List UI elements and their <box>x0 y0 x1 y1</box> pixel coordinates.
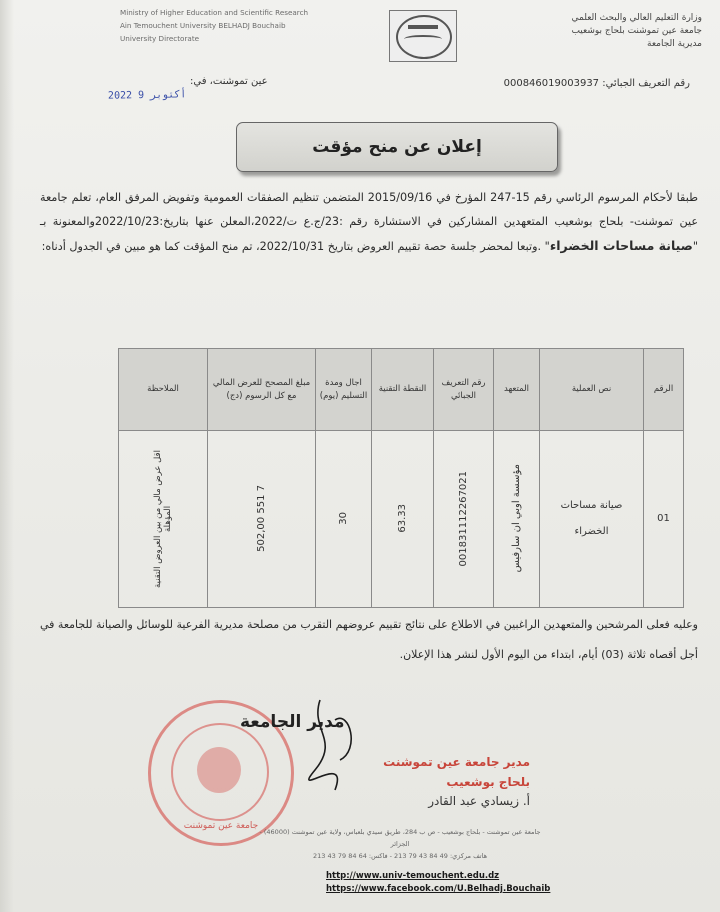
table-col-delivery <box>315 349 371 607</box>
table-header: نص العملية <box>540 349 643 431</box>
announcement-title: إعلان عن منح مؤقت <box>236 122 558 172</box>
table-cell: 01 <box>657 513 670 524</box>
announcement-paragraph <box>40 186 698 259</box>
table-col-remark <box>119 349 207 607</box>
header-english-line: Ain Temouchent University BELHADJ Bouchaib <box>120 21 286 30</box>
table-col-number <box>643 349 683 607</box>
signature-red-line: مدير جامعة عين تموشنت <box>383 755 530 769</box>
header-english <box>120 6 350 45</box>
table-col-amount <box>207 349 315 607</box>
table-cell: صيانة مساحات الخضراء <box>560 499 623 537</box>
university-logo <box>389 10 457 62</box>
table-header: رقم التعريف الجبائي <box>434 349 493 431</box>
table-header: النقطة التقنية <box>372 349 433 431</box>
header-arabic-line: جامعة عين تموشنت بلحاج بوشعيب <box>571 26 702 36</box>
header-arabic-line: مديرية الجامعة <box>647 39 702 49</box>
table-cell: 30 <box>338 512 349 525</box>
footer-phones: هاتف مركزي: 49 84 43 79 213 - فاكس: 64 84 79 43 213 <box>312 852 488 860</box>
director-name: أ. زيسادي عبد القادر <box>428 794 530 808</box>
table-col-operation <box>539 349 643 607</box>
table-cell: 00183111226​7021 <box>458 470 469 567</box>
place-date: عين تموشنت، في: <box>190 76 268 87</box>
table-cell: 7 551 502,00 <box>256 485 267 552</box>
seal-text: جامعة عين تموشنت <box>183 821 259 831</box>
table-header: الرقم <box>644 349 683 431</box>
signature-block <box>340 752 530 810</box>
table-cell: 63.33 <box>397 504 408 533</box>
table-header: مبلغ المصحح للعرض المالي مع كل الرسوم (دج) <box>208 349 315 431</box>
paragraph-text-2: " .وتبعا لمحضر جلسة حصة تقييم العروض بتاريخ 2022/10/31، تم منح المؤقت كما هو مبين في الجدول أدناه: <box>41 240 550 253</box>
paragraph-emphasis: صيانة مساحات الخضراء <box>549 238 693 253</box>
table-header: الملاحظة <box>119 349 207 431</box>
facebook-link[interactable]: https://www.facebook.com/U.Belhadj.Bouchaib <box>326 884 551 894</box>
table-col-bidder <box>493 349 539 607</box>
signature-red-line: بلحاج بوشعيب <box>446 775 530 789</box>
header-arabic <box>502 12 702 51</box>
footer-contact <box>250 826 550 862</box>
table-header: اجال ومدة التسليم (يوم) <box>316 349 371 431</box>
header-arabic-line: وزارة التعليم العالي والبحث العلمي <box>571 13 702 23</box>
date-stamp: 2022 أكتوبر 9 <box>107 89 187 102</box>
director-title: مدير الجامعة <box>240 712 345 732</box>
results-table <box>118 348 684 608</box>
tax-id: رقم التعريف الجبائي: 000846019003937 <box>503 78 690 89</box>
header-english-line: University Directorate <box>120 34 200 43</box>
paragraph-text-1: طبقا لأحكام المرسوم الرئاسي رقم 15-247 المؤرخ في 2015/09/16 المتضمن تنظيم الصفقات العمومية وتفويض المرفق العام، تعلم جامعة عين تموشنت- بلحاج بوشعيب المتعهدين المشاركين في الاستشارة رقم :23/ج.ع ت/2022،المعلن عنها بتاريخ:2022/10/23والمعنونة بـ " <box>40 191 699 253</box>
footer-links <box>326 870 550 896</box>
header-english-line: Ministry of Higher Education and Scientific Research <box>120 8 309 17</box>
table-header: المتعهد <box>494 349 539 431</box>
website-link[interactable]: http://www.univ-temouchent.edu.dz <box>326 871 500 881</box>
closing-paragraph: وعليه فعلى المرشحين والمتعهدين الراغبين في الاطلاع على نتائج تقييم عروضهم التقرب من مصلحة مديرية الفرعية للوسائل والصيانة للجامعة في أجل أقصاه ثلاثة (03) أيام، ابتداء من اليوم الأول لنشر هذا الإعلان. <box>40 618 698 661</box>
table-cell: مؤسسة اوبي ان سارفيس <box>511 464 522 573</box>
table-cell: اقل عرض مالي من بين العروض التقنية المؤهلة <box>153 449 173 588</box>
footer-address: جامعة عين تموشنت - بلحاج بوشعيب - ص ب 284، طريق سيدي بلعباس، ولاية عين تموشنت (46000) - الجزائر <box>259 828 541 848</box>
table-col-technical-score <box>371 349 433 607</box>
table-col-tax-id <box>433 349 493 607</box>
